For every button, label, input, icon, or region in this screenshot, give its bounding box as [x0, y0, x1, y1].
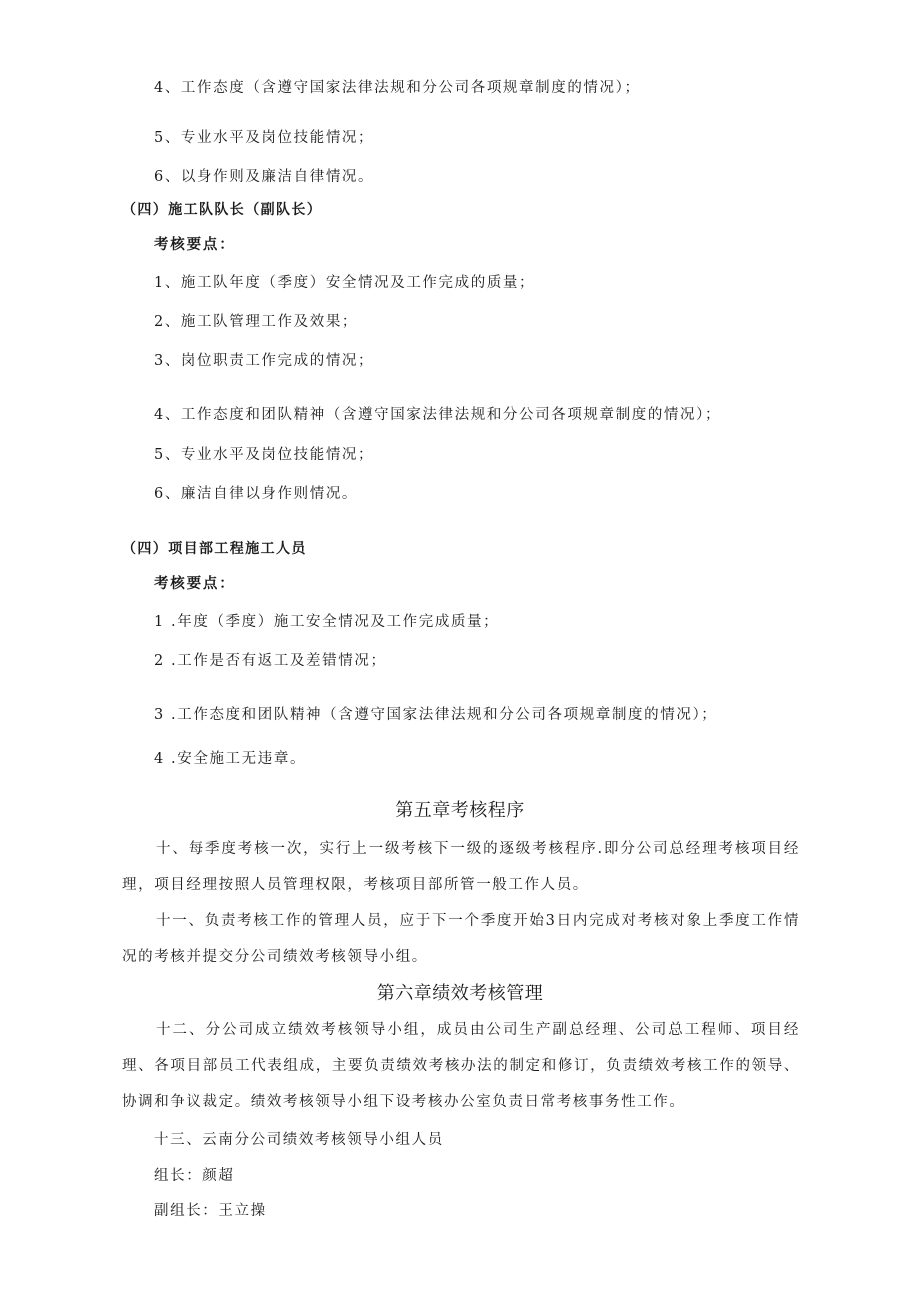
list-item: 3、岗位职责工作完成的情况； [154, 353, 375, 369]
list-item: 2、施工队管理工作及效果； [154, 314, 359, 330]
list-item: 十三、云南分公司绩效考核领导小组人员 [154, 1132, 444, 1148]
section-heading: （四）施工队队长（副队长） [122, 202, 323, 218]
list-item: 6、廉洁自律以身作则情况。 [154, 486, 359, 502]
section-subheading: 考核要点： [154, 236, 236, 253]
member-vice-leader: 副组长：王立操 [154, 1203, 267, 1219]
paragraph: 十、每季度考核一次，实行上一级考核下一级的逐级考核程序.即分公司总经理考核项目经理，项目经理按照人员管理权限，考核项目部所管一般工作人员。 [122, 841, 800, 893]
list-item: 2 .工作是否有返工及差错情况； [154, 653, 387, 669]
list-item: 4 .安全施工无违章。 [154, 751, 307, 767]
section-subheading: 考核要点： [154, 575, 236, 592]
chapter-title: 第六章绩效考核管理 [376, 983, 544, 1004]
list-item: 1 .年度（季度）施工安全情况及工作完成质量； [154, 614, 500, 630]
member-leader: 组长：颜超 [154, 1168, 235, 1184]
list-item: 6、以身作则及廉洁自律情况。 [154, 169, 375, 185]
list-item: 5、专业水平及岗位技能情况； [154, 130, 375, 146]
list-item: 3 .工作态度和团队精神（含遵守国家法律法规和分公司各项规章制度的情况）； [154, 707, 718, 723]
list-item: 5、专业水平及岗位技能情况； [154, 447, 375, 463]
chapter-title: 第五章考核程序 [395, 800, 525, 821]
list-item: 4、工作态度（含遵守国家法律法规和分公司各项规章制度的情况）； [154, 80, 641, 96]
list-item: 4、工作态度和团队精神（含遵守国家法律法规和分公司各项规章制度的情况）； [154, 407, 722, 423]
paragraph: 十二、分公司成立绩效考核领导小组，成员由公司生产副总经理、公司总工程师、项目经理、各项目部员工代表组成，主要负责绩效考核办法的制定和修订，负责绩效考核工作的领导、协调和争议裁定。绩效考核领导小组下设考核办公室负责日常考核事务性工作。 [122, 1022, 800, 1110]
section-heading: （四）项目部工程施工人员 [122, 541, 307, 557]
paragraph: 十一、负责考核工作的管理人员，应于下一个季度开始3日内完成对考核对象上季度工作情况的考核并提交分公司绩效考核领导小组。 [122, 913, 800, 965]
list-item: 1、施工队年度（季度）安全情况及工作完成的质量； [154, 275, 536, 291]
